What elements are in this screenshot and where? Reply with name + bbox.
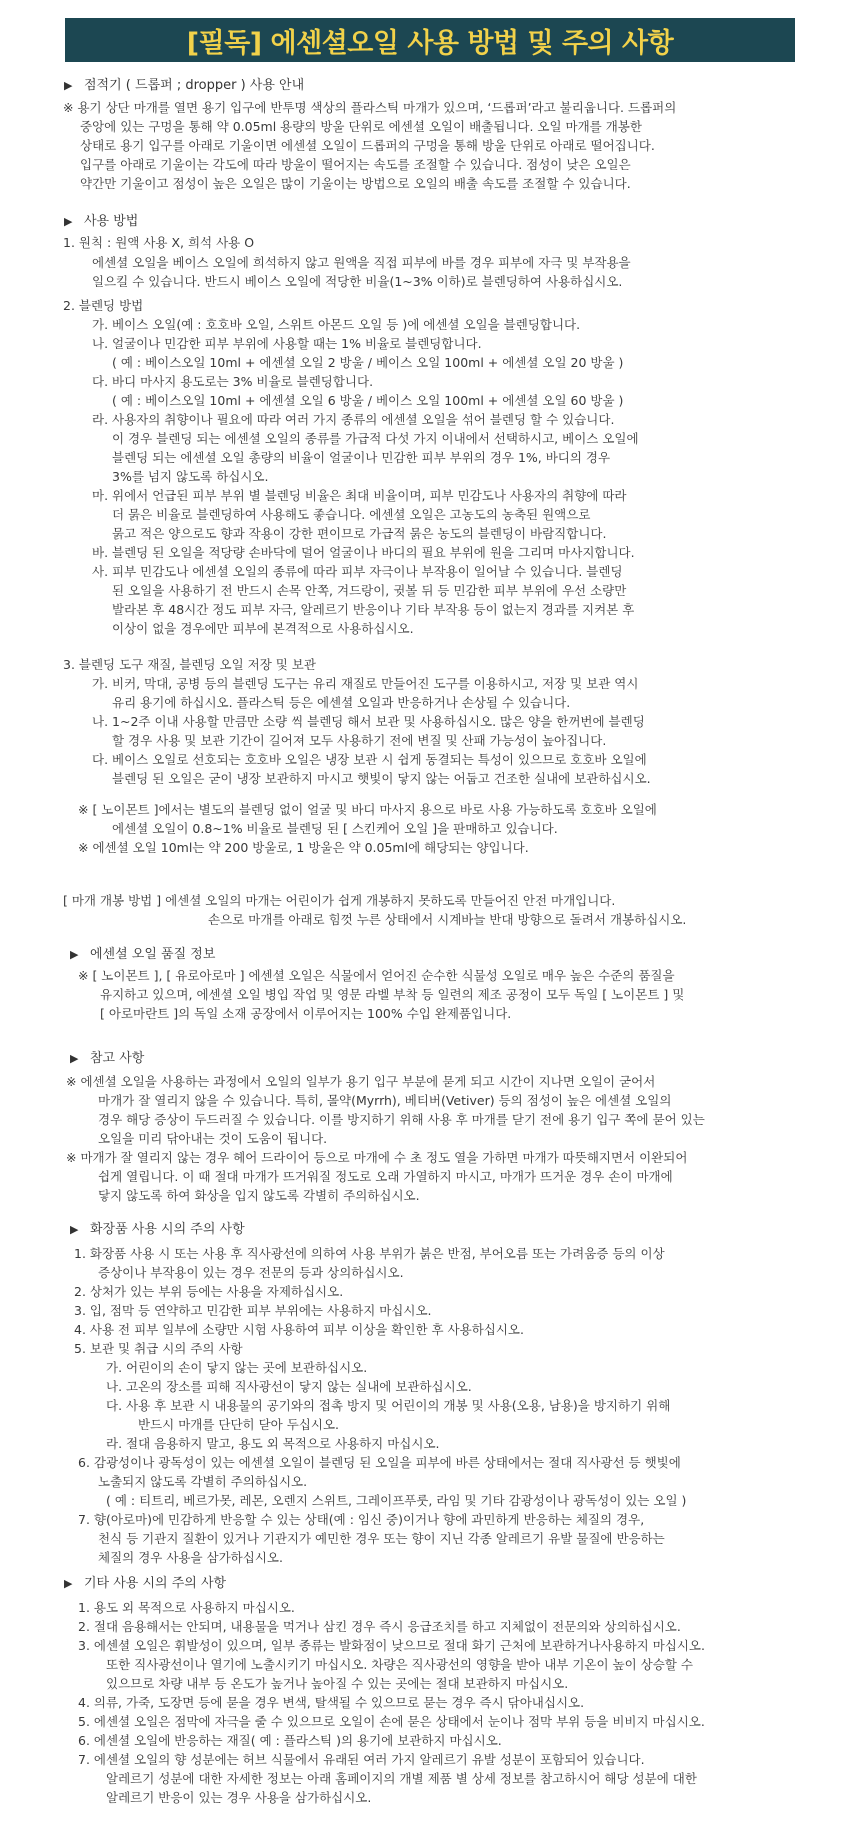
- text-line: 2. 절대 음용해서는 안되며, 내용물을 먹거나 삼킨 경우 즉시 응급조치를 하고 지체없이 전문의와 상의하십시오.: [78, 1619, 681, 1634]
- section-arrow-icon: ▶: [64, 215, 73, 228]
- text-line: ※ 마개가 잘 열리지 않는 경우 헤어 드라이어 등으로 마개에 수 초 정도 열을 가하면 마개가 따뜻해지면서 이완되어: [66, 1150, 688, 1165]
- text-line: 손으로 마개를 아래로 힘껏 누른 상태에서 시계바늘 반대 방향으로 돌려서 개봉하십시오.: [208, 912, 687, 927]
- text-line: 라. 절대 음용하지 말고, 용도 외 목적으로 사용하지 마십시오.: [106, 1436, 440, 1451]
- text-line: 블렌딩 된 오일은 굳이 냉장 보관하지 마시고 햇빛이 닿지 않는 어둡고 건조한 실내에 보관하십시오.: [112, 771, 651, 786]
- text-line: 다. 바디 마사지 용도로는 3% 비율로 블렌딩합니다.: [92, 374, 374, 389]
- text-line: 약간만 기울이고 점성이 높은 오일은 많이 기울이는 방법으로 오일의 배출 속도를 조절할 수 있습니다.: [80, 176, 631, 191]
- text-line: 상태로 용기 입구를 아래로 기울이면 에센셜 오일이 드롭퍼의 구멍을 통해 방울 단위로 아래로 떨어집니다.: [80, 138, 655, 153]
- text-line: 할 경우 사용 및 보관 기간이 길어져 모두 사용하기 전에 변질 및 산패 가능성이 높아집니다.: [112, 733, 607, 748]
- text-line: 다. 베이스 오일로 선호되는 호호바 오일은 냉장 보관 시 쉽게 동결되는 특성이 있으므로 호호바 오일에: [92, 752, 647, 767]
- section-arrow-icon: ▶: [70, 1052, 79, 1065]
- section-heading: 에센셜 오일 품질 정보: [90, 947, 216, 962]
- text-line: 에센셜 오일을 베이스 오일에 희석하지 않고 원액을 직접 피부에 바를 경우 피부에 자극 및 부작용을: [92, 255, 631, 270]
- section-arrow-icon: ▶: [64, 1577, 73, 1590]
- text-line: 3%를 넘지 않도록 하십시오.: [112, 469, 269, 484]
- text-line: 나. 1~2주 이내 사용할 만큼만 소량 씩 블렌딩 해서 보관 및 사용하십시오. 많은 양을 한꺼번에 블렌딩: [92, 714, 645, 729]
- text-line: 오일을 미리 닦아내는 것이 도움이 됩니다.: [98, 1131, 328, 1146]
- section-arrow-icon: ▶: [70, 1223, 79, 1236]
- text-line: 라. 사용자의 취향이나 필요에 따라 여러 가지 종류의 에센셜 오일을 섞어 블렌딩 할 수 있습니다.: [92, 412, 615, 427]
- section-arrow-icon: ▶: [64, 79, 73, 92]
- section-heading: 화장품 사용 시의 주의 사항: [90, 1222, 245, 1237]
- text-line: 마. 위에서 언급된 피부 부위 별 블렌딩 비율은 최대 비율이며, 피부 민감도나 사용자의 취향에 따라: [92, 488, 627, 503]
- text-line: 쉽게 열립니다. 이 때 절대 마개가 뜨거워질 정도로 오래 가열하지 마시고, 마개가 뜨거운 경우 손이 마개에: [98, 1169, 673, 1184]
- text-line: 6. 에센셜 오일에 반응하는 재질( 예 : 플라스틱 )의 용기에 보관하지 마십시오.: [78, 1733, 502, 1748]
- text-line: ( 예 : 베이스오일 10ml + 에센셜 오일 6 방울 / 베이스 오일 100ml + 에센셜 오일 60 방울 ): [112, 393, 624, 408]
- text-line: 나. 고온의 장소를 피해 직사광선이 닿지 않는 실내에 보관하십시오.: [106, 1379, 472, 1394]
- section-heading: 점적기 ( 드롭퍼 ; dropper ) 사용 안내: [84, 78, 305, 93]
- text-line: 1. 용도 외 목적으로 사용하지 마십시오.: [78, 1600, 295, 1615]
- text-line: 사. 피부 민감도나 에센셜 오일의 종류에 따라 피부 자극이나 부작용이 일어날 수 있습니다. 블렌딩: [92, 564, 623, 579]
- section-heading: 기타 사용 시의 주의 사항: [84, 1576, 227, 1591]
- text-line: 일으킬 수 있습니다. 반드시 베이스 오일에 적당한 비율(1~3% 이하)로 블렌딩하여 사용하십시오.: [92, 274, 623, 289]
- text-line: ※ 에센셜 오일을 사용하는 과정에서 오일의 일부가 용기 입구 부분에 묻게 되고 시간이 지나면 오일이 굳어서: [66, 1074, 656, 1089]
- text-line: ※ 에센셜 오일 10ml는 약 200 방울로, 1 방울은 약 0.05ml에 해당되는 양입니다.: [78, 840, 529, 855]
- text-line: 마개가 잘 열리지 않을 수 있습니다. 특히, 몰약(Myrrh), 베티버(Vetiver) 등의 점성이 높은 에센셜 오일의: [98, 1093, 672, 1108]
- text-line: 이 경우 블렌딩 되는 에센셜 오일의 종류를 가급적 다섯 가지 이내에서 선택하시고, 베이스 오일에: [112, 431, 639, 446]
- text-line: 유리 용기에 하십시오. 플라스틱 등은 에센셜 오일과 반응하거나 손상될 수 있습니다.: [112, 695, 571, 710]
- text-line: 천식 등 기관지 질환이 있거나 기관지가 예민한 경우 또는 향이 지닌 각종 알레르기 유발 물질에 반응하는: [98, 1531, 665, 1546]
- text-line: 경우 해당 증상이 두드러질 수 있습니다. 이를 방지하기 위해 사용 후 마개를 닫기 전에 용기 입구 쪽에 묻어 있는: [98, 1112, 705, 1127]
- text-line: 4. 사용 전 피부 일부에 소량만 시험 사용하여 피부 이상을 확인한 후 사용하십시오.: [74, 1322, 524, 1337]
- text-line: 또한 직사광선이나 열기에 노출시키기 마십시오. 차량은 직사광선의 영향을 받아 내부 기온이 높이 상승할 수: [106, 1657, 693, 1672]
- text-line: ※ [ 노이몬트 ]에서는 별도의 블렌딩 없이 얼굴 및 바디 마사지 용으로 바로 사용 가능하도록 호호바 오일에: [78, 802, 657, 817]
- text-line: ( 예 : 베이스오일 10ml + 에센셜 오일 2 방울 / 베이스 오일 100ml + 에센셜 오일 20 방울 ): [112, 355, 624, 370]
- page-title: [필독] 에센셜오일 사용 방법 및 주의 사항: [186, 27, 674, 59]
- text-line: 6. 감광성이나 광독성이 있는 에센셜 오일이 블렌딩 된 오일을 피부에 바른 상태에서는 절대 직사광선 등 햇빛에: [78, 1455, 681, 1470]
- text-line: 알레르기 성분에 대한 자세한 정보는 아래 홈페이지의 개별 제품 별 상세 정보를 참고하시어 해당 성분에 대한: [106, 1771, 697, 1786]
- text-line: 가. 베이스 오일(예 : 호호바 오일, 스위트 아몬드 오일 등 )에 에센셜 오일을 블렌딩합니다.: [92, 317, 581, 332]
- text-line: 증상이나 부작용이 있는 경우 전문의 등과 상의하십시오.: [98, 1265, 404, 1280]
- text-line: 5. 보관 및 취급 시의 주의 사항: [74, 1341, 243, 1356]
- text-line: 에센셜 오일이 0.8~1% 비율로 블렌딩 된 [ 스킨케어 오일 ]을 판매하고 있습니다.: [112, 821, 558, 836]
- text-line: 입구를 아래로 기울이는 각도에 따라 방울이 떨어지는 속도를 조절할 수 있습니다. 점성이 낮은 오일은: [80, 157, 631, 172]
- section-arrow-icon: ▶: [70, 948, 79, 961]
- text-line: [ 마개 개봉 방법 ] 에센셜 오일의 마개는 어린이가 쉽게 개봉하지 못하도록 만들어진 안전 마개입니다.: [63, 893, 616, 908]
- text-line: 7. 향(아로마)에 민감하게 반응할 수 있는 상태(예 : 임신 중)이거나 향에 과민하게 반응하는 체질의 경우,: [78, 1512, 645, 1527]
- text-line: ( 예 : 티트리, 베르가못, 레몬, 오렌지 스위트, 그레이프푸룻, 라임 및 기타 감광성이나 광독성이 있는 오일 ): [106, 1493, 687, 1508]
- text-line: 5. 에센셜 오일은 점막에 자극을 줄 수 있으므로 오일이 손에 묻은 상태에서 눈이나 점막 부위 등을 비비지 마십시오.: [78, 1714, 705, 1729]
- text-line: 2. 상처가 있는 부위 등에는 사용을 자제하십시오.: [74, 1284, 344, 1299]
- section-heading: 사용 방법: [84, 214, 139, 229]
- text-line: 유지하고 있으며, 에센셜 오일 병입 작업 및 영문 라벨 부착 등 일련의 제조 공정이 모두 독일 [ 노이몬트 ] 및: [100, 987, 685, 1002]
- text-line: 3. 입, 점막 등 연약하고 민감한 피부 부위에는 사용하지 마십시오.: [74, 1303, 432, 1318]
- text-line: 중앙에 있는 구멍을 통해 약 0.05ml 용량의 방울 단위로 에센셜 오일이 배출됩니다. 오일 마개를 개봉한: [80, 119, 642, 134]
- text-line: 나. 얼굴이나 민감한 피부 부위에 사용할 때는 1% 비율로 블렌딩합니다.: [92, 336, 482, 351]
- text-line: 4. 의류, 가죽, 도장면 등에 묻을 경우 변색, 탈색될 수 있으므로 묻는 경우 즉시 닦아내십시오.: [78, 1695, 585, 1710]
- text-line: 발라본 후 48시간 정도 피부 자극, 알레르기 반응이나 기타 부작용 등이 없는지 경과를 지켜본 후: [112, 602, 635, 617]
- text-line: 된 오일을 사용하기 전 반드시 손목 안쪽, 겨드랑이, 귓볼 뒤 등 민감한 피부 부위에 우선 소량만: [112, 583, 627, 598]
- text-line: ※ [ 노이몬트 ], [ 유로아로마 ] 에센셜 오일은 식물에서 얻어진 순수한 식물성 오일로 매우 높은 수준의 품질을: [78, 968, 675, 983]
- text-line: 이상이 없을 경우에만 피부에 본격적으로 사용하십시오.: [112, 621, 414, 636]
- text-line: 반드시 마개를 단단히 닫아 두십시오.: [138, 1417, 339, 1432]
- text-line: 체질의 경우 사용을 삼가하십시오.: [98, 1550, 283, 1565]
- text-line: 알레르기 반응이 있는 경우 사용을 삼가하십시오.: [106, 1790, 372, 1805]
- text-line: 노출되지 않도록 각별히 주의하십시오.: [98, 1474, 308, 1489]
- text-line: 가. 어린이의 손이 닿지 않는 곳에 보관하십시오.: [106, 1360, 368, 1375]
- text-line: 가. 비커, 막대, 공병 등의 블렌딩 도구는 유리 재질로 만들어진 도구를 이용하시고, 저장 및 보관 역시: [92, 676, 639, 691]
- text-line: 다. 사용 후 보관 시 내용물의 공기와의 접촉 방지 및 어린이의 개봉 및 사용(오용, 남용)을 방지하기 위해: [106, 1398, 671, 1413]
- text-line: 7. 에센셜 오일의 향 성분에는 허브 식물에서 유래된 여러 가지 알레르기 유발 성분이 포함되어 있습니다.: [78, 1752, 645, 1767]
- text-line: 묽고 적은 양으로도 향과 작용이 강한 편이므로 가급적 묽은 농도의 블렌딩이 바람직합니다.: [112, 526, 607, 541]
- text-line: 닿지 않도록 하여 화상을 입지 않도록 각별히 주의하십시오.: [98, 1188, 420, 1203]
- text-line: 2. 블렌딩 방법: [63, 298, 144, 313]
- text-line: 바. 블렌딩 된 오일을 적당량 손바닥에 덜어 얼굴이나 바디의 필요 부위에 원을 그리며 마사지합니다.: [92, 545, 635, 560]
- text-line: [ 아로마란트 ]의 독일 소재 공장에서 이루어지는 100% 수입 완제품입니다.: [100, 1006, 512, 1021]
- title-banner: [65, 18, 795, 62]
- text-line: 1. 화장품 사용 시 또는 사용 후 직사광선에 의하여 사용 부위가 붉은 반점, 부어오름 또는 가려움증 등의 이상: [74, 1246, 665, 1261]
- text-line: 더 묽은 비율로 블렌딩하여 사용해도 좋습니다. 에센셜 오일은 고농도의 농축된 원액으로: [112, 507, 591, 522]
- text-line: 3. 블렌딩 도구 재질, 블렌딩 오일 저장 및 보관: [63, 657, 316, 672]
- text-line: 3. 에센셜 오일은 휘발성이 있으며, 일부 종류는 발화점이 낮으므로 절대 화기 근처에 보관하거나사용하지 마십시오.: [78, 1638, 705, 1653]
- section-heading: 참고 사항: [90, 1051, 145, 1066]
- text-line: 블렌딩 되는 에센셜 오일 총량의 비율이 얼굴이나 민감한 피부 부위의 경우 1%, 바디의 경우: [112, 450, 611, 465]
- text-line: 1. 원칙 : 원액 사용 X, 희석 사용 O: [63, 235, 255, 250]
- text-line: 있으므로 차량 내부 등 온도가 높거나 높아질 수 있는 곳에는 절대 보관하지 마십시오.: [106, 1676, 569, 1691]
- text-line: ※ 용기 상단 마개를 열면 용기 입구에 반투명 색상의 플라스틱 마개가 있으며, ‘드롭퍼’라고 불리웁니다. 드롭퍼의: [63, 100, 677, 115]
